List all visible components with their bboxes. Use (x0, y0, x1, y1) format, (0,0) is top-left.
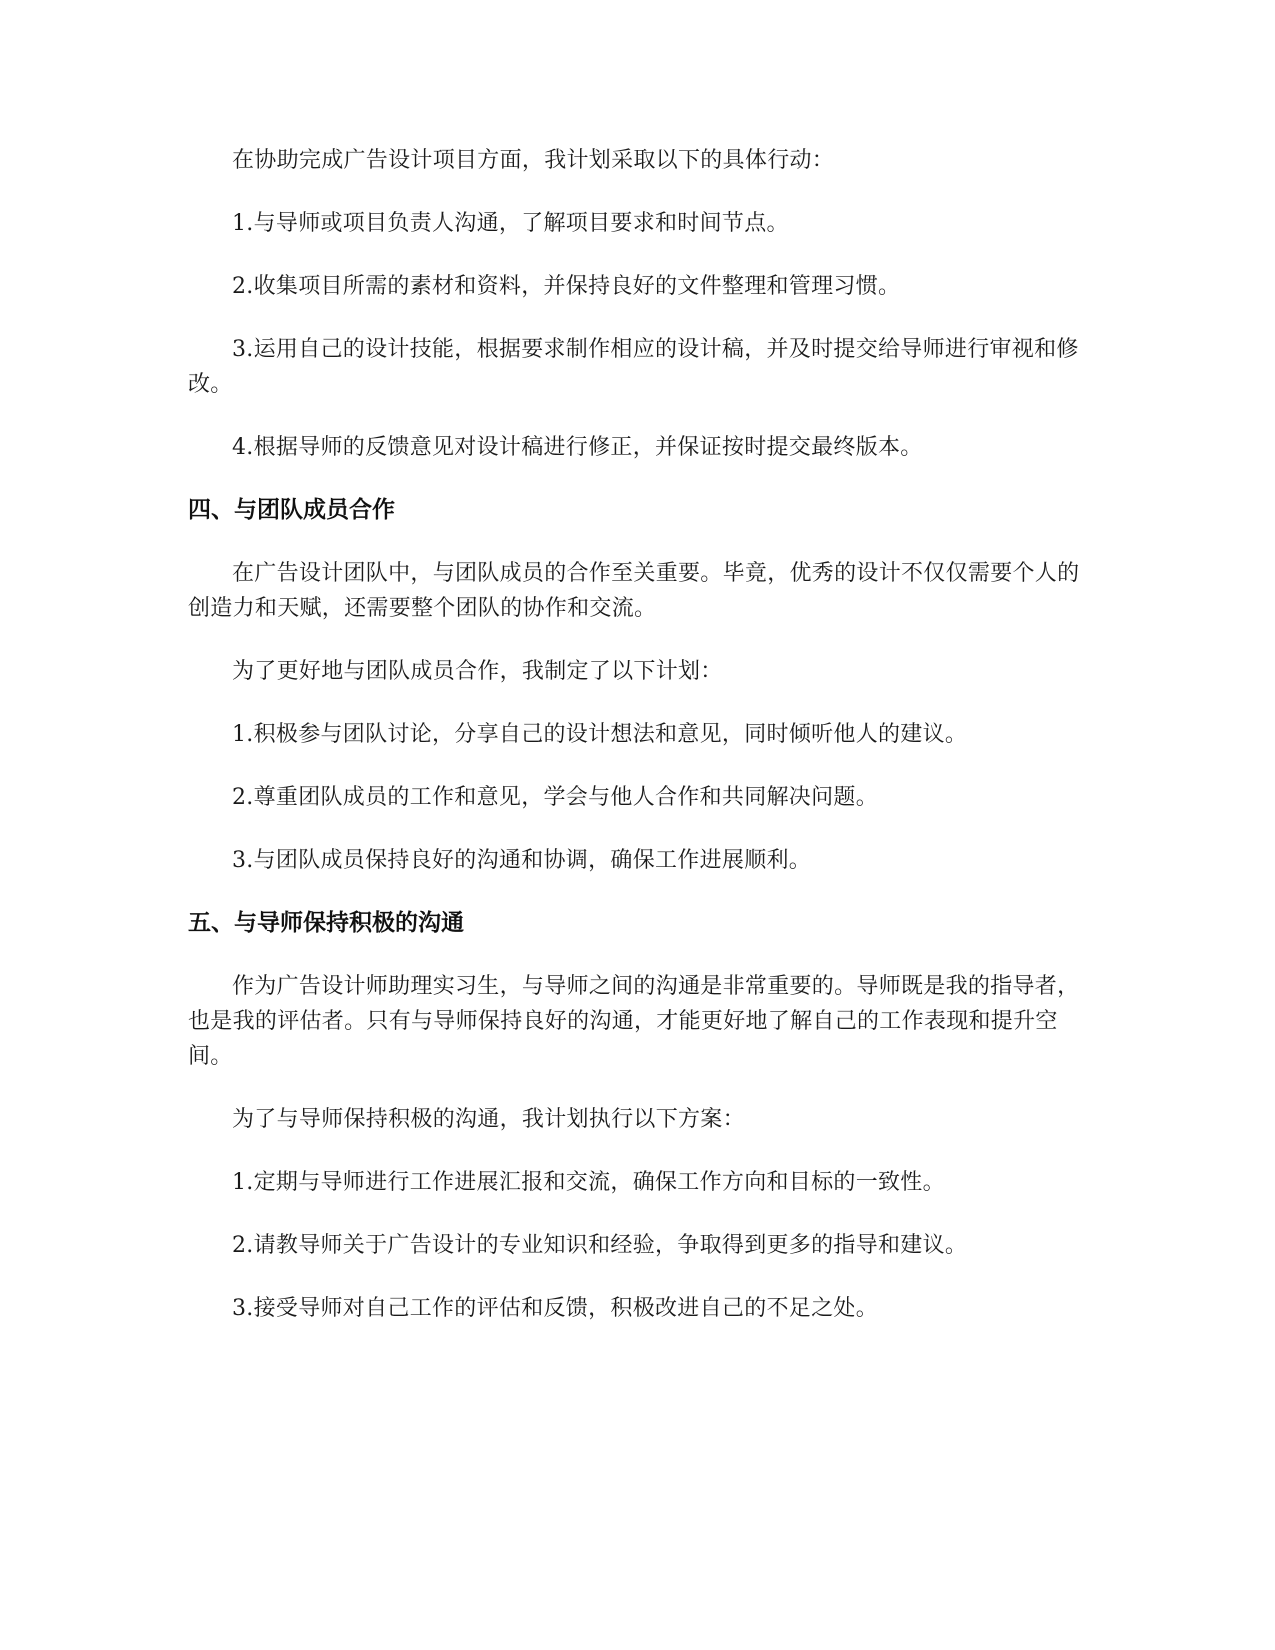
paragraph: 在广告设计团队中，与团队成员的合作至关重要。毕竟，优秀的设计不仅仅需要个人的创造力和天赋，还需要整个团队的协作和交流。 (188, 561, 1080, 621)
list-item: 1.与导师或项目负责人沟通，了解项目要求和时间节点。 (232, 211, 789, 236)
list-item: 3.与团队成员保持良好的沟通和协调，确保工作进展顺利。 (232, 848, 812, 873)
section-heading: 五、与导师保持积极的沟通 (188, 910, 464, 936)
list-item: 1.积极参与团队讨论，分享自己的设计想法和意见，同时倾听他人的建议。 (232, 722, 968, 747)
paragraph: 作为广告设计师助理实习生，与导师之间的沟通是非常重要的。导师既是我的指导者，也是我的评估者。只有与导师保持良好的沟通，才能更好地了解自己的工作表现和提升空间。 (188, 974, 1080, 1069)
paragraph: 为了与导师保持积极的沟通，我计划执行以下方案： (232, 1107, 745, 1132)
list-item: 2.尊重团队成员的工作和意见，学会与他人合作和共同解决问题。 (232, 785, 878, 810)
list-item: 2.请教导师关于广告设计的专业知识和经验，争取得到更多的指导和建议。 (232, 1233, 968, 1258)
list-item: 1.定期与导师进行工作进展汇报和交流，确保工作方向和目标的一致性。 (232, 1170, 945, 1195)
list-item: 2.收集项目所需的素材和资料，并保持良好的文件整理和管理习惯。 (232, 274, 901, 299)
document-body (188, 143, 1088, 1354)
list-item: 3.运用自己的设计技能，根据要求制作相应的设计稿，并及时提交给导师进行审视和修改。 (188, 337, 1079, 397)
section-heading: 四、与团队成员合作 (188, 497, 395, 523)
list-item: 4.根据导师的反馈意见对设计稿进行修正，并保证按时提交最终版本。 (232, 435, 923, 460)
paragraph: 在协助完成广告设计项目方面，我计划采取以下的具体行动： (232, 148, 835, 173)
paragraph: 为了更好地与团队成员合作，我制定了以下计划： (232, 659, 723, 684)
list-item: 3.接受导师对自己工作的评估和反馈，积极改进自己的不足之处。 (232, 1296, 878, 1321)
